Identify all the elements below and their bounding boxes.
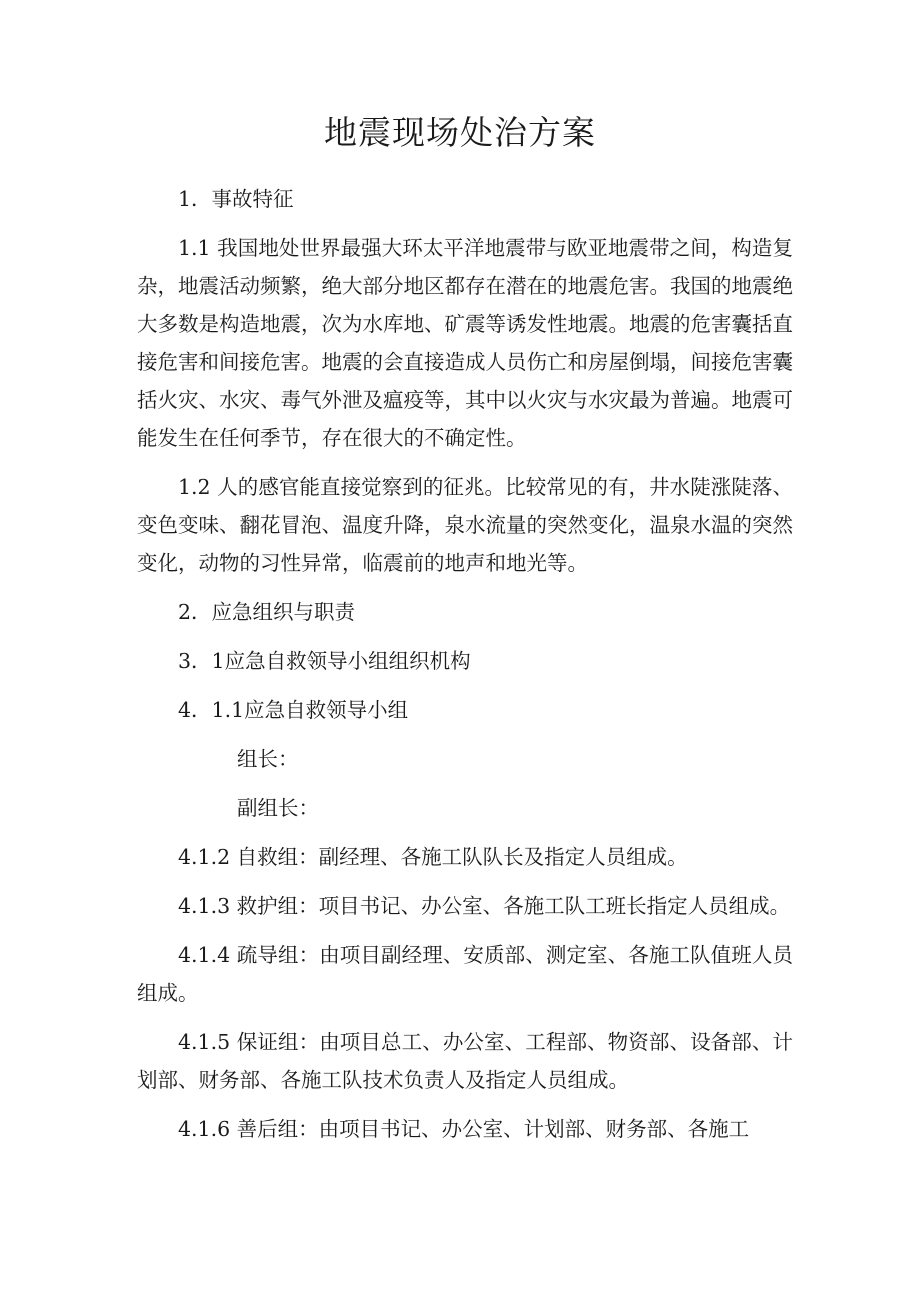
body-paragraph: 4.1.3 救护组：项目书记、办公室、各施工队工班长指定人员组成。 bbox=[178, 894, 791, 918]
document-title: 地震现场处治方案 bbox=[324, 113, 596, 152]
role-line-leader: 组长： bbox=[237, 747, 299, 771]
body-paragraph: 4.1.4 疏导组：由项目副经理、安质部、测定室、各施工队值班人员组成。 bbox=[137, 943, 793, 1005]
section-heading: 1．事故特征 bbox=[178, 187, 294, 211]
subsection-heading: 4．1.1应急自救领导小组 bbox=[178, 698, 409, 722]
subsection-heading: 3．1应急自救领导小组组织机构 bbox=[178, 649, 471, 673]
body-paragraph: 4.1.6 善后组：由项目书记、办公室、计划部、财务部、各施工 bbox=[178, 1117, 750, 1141]
section-heading: 2．应急组织与职责 bbox=[178, 600, 356, 624]
body-paragraph: 4.1.5 保证组：由项目总工、办公室、工程部、物资部、设备部、计划部、财务部、各施工队技术负责人及指定人员组成。 bbox=[137, 1030, 793, 1092]
document-body bbox=[137, 180, 793, 1159]
body-paragraph: 4.1.2 自救组：副经理、各施工队队长及指定人员组成。 bbox=[178, 845, 688, 869]
body-paragraph: 1.2 人的感官能直接觉察到的征兆。比较常见的有，井水陡涨陡落、变色变味、翻花冒泡、温度升降，泉水流量的突然变化，温泉水温的突然变化，动物的习性异常，临震前的地声和地光等。 bbox=[137, 475, 793, 575]
role-line-deputy: 副组长： bbox=[237, 796, 319, 820]
body-paragraph: 1.1 我国地处世界最强大环太平洋地震带与欧亚地震带之间，构造复杂，地震活动频繁，绝大部分地区都存在潜在的地震危害。我国的地震绝大多数是构造地震，次为水库地、矿震等诱发性地震。地震的危害囊括直接危害和间接危害。地震的会直接造成人员伤亡和房屋倒塌，间接危害囊括火灾、水灾、毒气外泄及瘟疫等，其中以火灾与水灾最为普遍。地震可能发生在任何季节，存在很大的不确定性。 bbox=[137, 236, 793, 450]
